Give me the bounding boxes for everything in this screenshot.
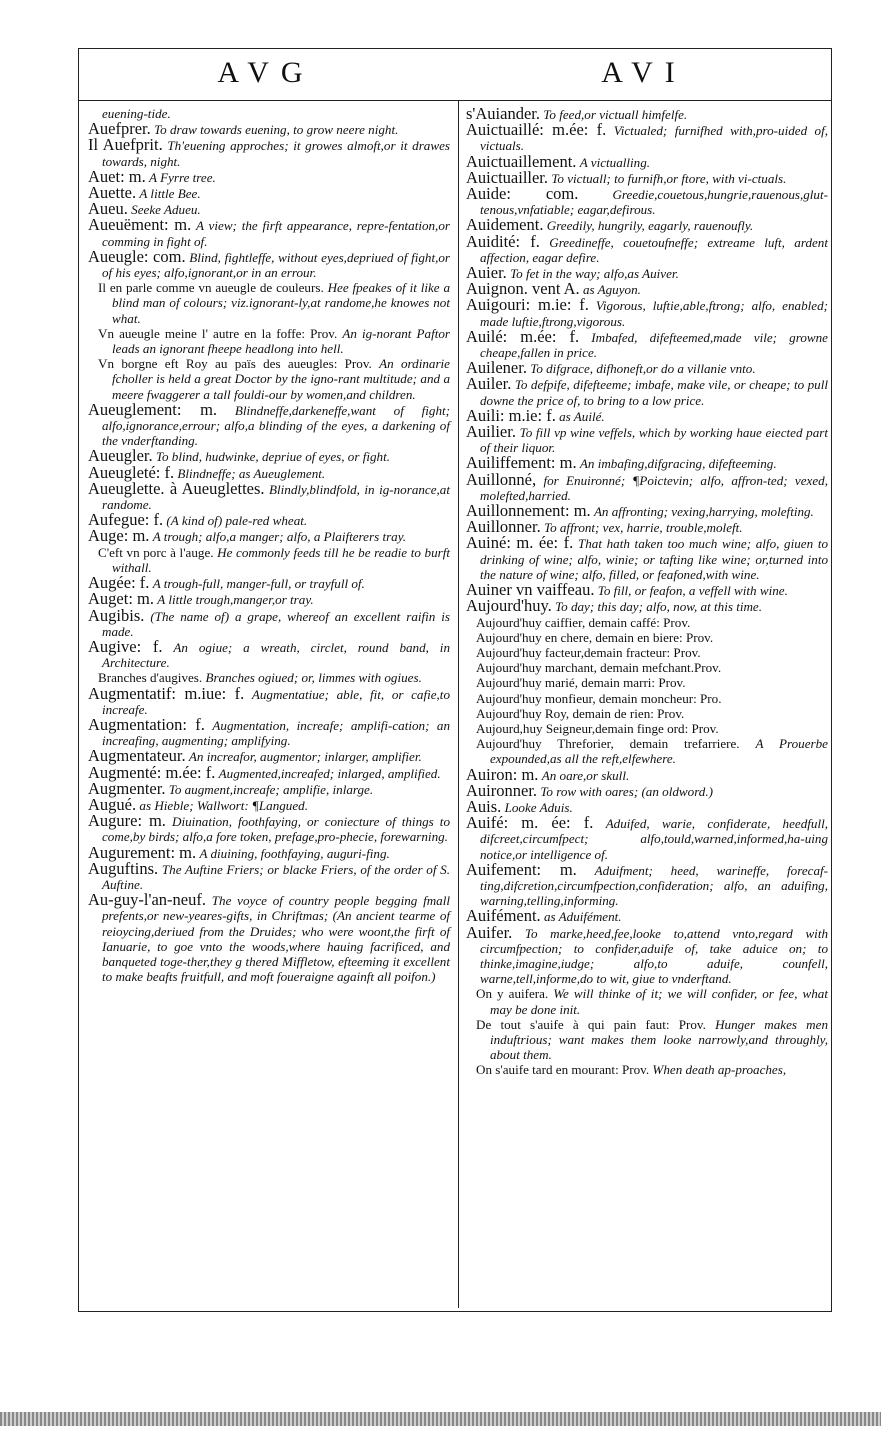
entry-gloss: Blind, fightleffe, without eyes,depriued of fight,or of his eyes; alfo,ignorant,or in an errour.	[102, 249, 450, 281]
entry-gloss: A diuining, foothfaying, auguri-fing.	[199, 845, 390, 861]
entry-gloss: A Fyrre tree.	[149, 169, 216, 185]
entry-gloss: An ig-norant Paftor leads an ignorant fheepe headlong into hell.	[112, 325, 450, 357]
entry-headword: Auidité: f.	[466, 231, 540, 251]
entry-headword: Auiler.	[466, 374, 512, 394]
entry-headword: On s'auife tard en mourant: Prov.	[476, 1062, 650, 1078]
entry-gloss: To affront; vex, harrie, trouble,moleft.	[543, 520, 743, 536]
entry-headword: Auifement: m.	[466, 859, 577, 879]
entry-headword: Auili: m.ie: f.	[466, 405, 556, 425]
entry-gloss: We will thinke of it; we will confider, or fee, what may be done init.	[490, 986, 828, 1017]
dictionary-entry	[466, 535, 828, 582]
entry-gloss: Augmented,increafed; inlarged, amplified.	[218, 765, 441, 781]
entry-headword: Aujourd'huy monfieur, demain moncheur: Pro.	[476, 690, 722, 706]
entry-headword: Auiner vn vaiffeau.	[466, 580, 595, 600]
entry-headword: Aujourd'huy Threforier, demain trefarriere.	[476, 736, 740, 752]
entry-headword: Augive: f.	[88, 636, 163, 656]
dictionary-entry	[466, 122, 828, 153]
dictionary-entry	[88, 478, 450, 513]
entry-headword: On y auifera.	[476, 986, 549, 1002]
entry-headword: Aujourd'huy Roy, demain de rien: Prov.	[476, 705, 685, 721]
entry-headword: Auiliffement: m.	[466, 453, 577, 473]
dictionary-entry	[466, 922, 829, 987]
entry-headword: Aueugler.	[88, 446, 153, 466]
dictionary-entry	[466, 986, 828, 1016]
dictionary-entry	[466, 691, 828, 706]
entry-headword: Vn borgne eft Roy au païs des aueugles: Prov.	[98, 356, 372, 372]
entry-headword: Auidement.	[466, 215, 544, 235]
dictionary-entry	[88, 528, 450, 544]
entry-headword: Auifé: m. ée: f.	[466, 813, 594, 833]
dictionary-entry	[466, 675, 828, 690]
entry-gloss: A little Bee.	[139, 186, 201, 202]
left-column	[88, 106, 450, 984]
dictionary-entry	[466, 598, 828, 614]
entry-headword: Auironner.	[466, 780, 538, 800]
entry-headword: Auette.	[88, 183, 137, 203]
entry-headword: Auet: m.	[88, 166, 146, 186]
entry-gloss: Aduifed, warie, confiderate, heedfull, difcreet,circumfpect; alfo,tould,warned,informed,ha-uing notice,or intelligence of.	[480, 816, 829, 862]
dictionary-entry	[466, 405, 828, 425]
entry-gloss: To row with oares; (an oldword.)	[540, 783, 713, 799]
entry-gloss: An ogiue; a wreath, circlet, round band, in Architecture.	[102, 639, 450, 671]
entry-gloss: That hath taken too much wine; alfo, giuen to drinking of wine; alfo, winie; or tafting like wine; or,turned into the nature of wine; alfo, filled, or feafoned,with wine.	[480, 536, 828, 582]
dictionary-entry	[88, 636, 450, 671]
dictionary-entry	[466, 326, 828, 361]
dictionary-entry	[466, 645, 828, 660]
entry-headword: Auide: com.	[466, 184, 579, 204]
dictionary-entry	[466, 908, 828, 924]
entry-headword: Auis.	[466, 796, 502, 816]
dictionary-entry	[88, 137, 450, 168]
entry-headword: Auilé: m.ée: f.	[466, 326, 580, 346]
entry-gloss: Branches ogiued; or, limmes with ogiues.	[205, 670, 422, 686]
entry-gloss: Looke Aduis.	[504, 799, 573, 815]
entry-gloss: Th'euening approches; it growes almoft,or it drawes towards, night.	[102, 138, 450, 169]
entry-gloss: When death ap-proaches,	[652, 1062, 787, 1078]
entry-gloss: To victuall; to furnifh,or ftore, with vi-ctuals.	[551, 170, 787, 186]
entry-gloss: The Auftine Friers; or blacke Friers, of the order of S. Auftine.	[102, 861, 450, 892]
entry-headword: Auifément.	[466, 906, 541, 926]
entry-gloss: Victualed; furnifhed with,pro-uided of, victuals.	[480, 123, 828, 154]
entry-headword: Auge: m.	[88, 526, 150, 546]
dictionary-entry	[466, 469, 828, 503]
dictionary-entry	[88, 778, 450, 798]
scan-edge-strip	[0, 1412, 881, 1426]
entry-gloss: Imbafed, difefteemed,made vile; growne cheape,fallen in price.	[480, 329, 828, 361]
dictionary-entry	[466, 1062, 828, 1077]
entry-gloss: To day; this day; alfo, now, at this time.	[555, 599, 763, 615]
entry-gloss: A view; the firft appearance, repre-fentation,or comming in fight of.	[102, 218, 450, 249]
dictionary-entry	[88, 217, 450, 248]
entry-gloss: To blind, hudwinke, depriue of eyes, or fight.	[155, 449, 390, 465]
dictionary-entry	[88, 683, 450, 717]
entry-headword: Auifer.	[466, 922, 513, 942]
entry-headword: Auier.	[466, 263, 507, 283]
dictionary-entry	[466, 424, 828, 455]
dictionary-entry	[88, 185, 450, 201]
entry-headword: Aujourd'huy facteur,demain fracteur: Prov.	[476, 644, 701, 660]
dictionary-entry	[88, 714, 450, 749]
entry-headword: Auictuaillement.	[466, 151, 577, 171]
entry-gloss: Blindly,blindfold, in ig-norance,at randome.	[102, 481, 450, 513]
entry-headword: Aujourd,huy Seigneur,demain finge ord: Prov.	[476, 720, 719, 736]
column-rule	[458, 100, 459, 1308]
entry-headword: Aujourd'huy marié, demain marri: Prov.	[476, 675, 686, 691]
entry-gloss: Augmentation, increafe; amplifi-cation; an increafing, augmenting; amplifying.	[102, 717, 450, 749]
entry-gloss: as Hieble; Wallwort: ¶Langued.	[139, 797, 308, 813]
entry-gloss: A victualling.	[579, 154, 651, 170]
entry-headword: Augmentateur.	[88, 746, 186, 766]
entry-gloss: An ordinarie fcholler is held a great Doctor by the igno-rant multitude; and a meere fwaggerer a tall fouldi-our by women,and children.	[112, 356, 450, 402]
running-head-right: AVI	[601, 56, 687, 89]
entry-headword: Auigouri: m.ie: f.	[466, 295, 589, 315]
entry-headword: Augibis.	[88, 605, 145, 625]
dictionary-entry	[466, 780, 828, 800]
entry-headword: Auilier.	[466, 422, 516, 442]
entry-gloss: To marke,heed,fee,looke to,attend vnto,regard with circumfpection; to confider,aduife of, take aduice on; to thinke,imagine,iudge; alfo,to aduife, counfell, warne,tell,informe,do to wit, giue to vnderftand.	[480, 925, 829, 987]
entry-headword: Augué.	[88, 794, 137, 814]
dictionary-entry	[466, 186, 828, 217]
dictionary-entry	[88, 356, 450, 402]
dictionary-entry	[466, 736, 828, 766]
dictionary-entry	[88, 246, 450, 281]
entry-headword: Aujourd'huy marchant, demain mefchant.Prov.	[476, 660, 722, 676]
entry-headword: Aujourd'huy caiffier, demain caffé: Prov.	[476, 614, 691, 630]
dictionary-entry	[466, 706, 828, 721]
entry-headword: Aufegue: f.	[88, 510, 164, 530]
entry-gloss: Seeke Adueu.	[131, 202, 201, 218]
entry-headword: Aujourd'huy en chere, demain en biere: Prov.	[476, 629, 714, 645]
dictionary-entry	[466, 721, 828, 736]
dictionary-entry	[88, 545, 450, 575]
entry-gloss: To draw towards euening, to grow neere night.	[154, 122, 399, 138]
entry-headword: Aueugleté: f.	[88, 462, 175, 482]
dictionary-entry	[466, 815, 828, 862]
entry-gloss: A little trough,manger,or tray.	[157, 592, 314, 608]
entry-headword: C'eft vn porc à l'auge.	[98, 544, 214, 560]
entry-headword: Auiné: m. ée: f.	[466, 533, 574, 553]
entry-gloss: Aduifment; heed, warineffe, forecaf-ting,difcretion,circumfpection,confideration; alfo, an aduifing, warning,telling,informing.	[480, 862, 829, 909]
entry-gloss: To augment,increafe; amplifie, inlarge.	[168, 781, 374, 797]
running-heads	[80, 56, 830, 100]
entry-gloss: An oare,or skull.	[541, 767, 630, 783]
entry-gloss: Diuination, foothfaying, or coniecture of things to come,by birds; alfo,a fore token, prefage,pro-phecie, forewarning.	[102, 814, 450, 845]
dictionary-entry	[466, 859, 829, 909]
entry-headword: Auefprer.	[88, 119, 151, 139]
entry-gloss: (A kind of) pale-red wheat.	[166, 513, 308, 529]
entry-gloss: To defpife, difefteeme; imbafe, make vile, or cheape; to pull downe the price of, to bring to a low price.	[480, 377, 828, 408]
dictionary-entry	[88, 166, 450, 186]
dictionary-entry	[88, 326, 450, 356]
dictionary-entry	[88, 605, 450, 639]
entry-headword: Aueuglette. à Aueuglettes.	[88, 478, 265, 498]
entry-headword: Auget: m.	[88, 589, 154, 609]
entry-headword: Il Auefprit.	[88, 135, 163, 155]
entry-headword: Augure: m.	[88, 811, 166, 831]
entry-headword: Branches d'augives.	[98, 670, 203, 686]
entry-gloss: as Aduifément.	[543, 909, 622, 925]
entry-headword: Aujourd'huy.	[466, 596, 552, 616]
dictionary-entry	[466, 376, 828, 407]
dictionary-entry	[466, 231, 828, 265]
entry-gloss: A trough-full, manger-full, or trayfull of.	[152, 576, 365, 592]
entry-headword: Au-guy-l'an-neuf.	[88, 890, 206, 910]
entry-gloss: euening-tide.	[102, 106, 171, 121]
dictionary-entry	[466, 1017, 828, 1063]
entry-gloss: To fet in the way; alfo,as Auiver.	[510, 266, 679, 282]
dictionary-entry	[88, 892, 450, 984]
entry-headword: Augurement: m.	[88, 842, 197, 862]
dictionary-entry	[88, 399, 450, 449]
entry-headword: Aueuëment: m.	[88, 215, 192, 235]
entry-headword: Auilener.	[466, 358, 527, 378]
entry-gloss: A Prouerbe expounded,as all the reft,elfewhere.	[490, 736, 828, 767]
dictionary-entry	[88, 813, 450, 844]
entry-headword: De tout s'auife à qui pain faut: Prov.	[476, 1016, 706, 1032]
entry-headword: Auillonnement: m.	[466, 501, 591, 521]
entry-headword: Aueugle: com.	[88, 246, 186, 266]
entry-headword: Vn aueugle meine l' autre en la foffe: Prov.	[98, 325, 338, 341]
dictionary-entry	[466, 360, 828, 376]
entry-headword: Il en parle comme vn aueugle de couleurs.	[98, 280, 324, 296]
entry-headword: Augmenté: m.ée: f.	[88, 762, 216, 782]
header-rule	[78, 100, 832, 101]
entry-gloss: To fill vp wine veffels, which by working haue eiected part of their liquor.	[480, 425, 828, 456]
entry-headword: Auillonner.	[466, 517, 541, 537]
entry-gloss: A trough; alfo,a manger; alfo, a Plaifterers tray.	[152, 529, 407, 545]
entry-headword: Augmentation: f.	[88, 714, 205, 734]
entry-gloss: Greedineffe, couetoufneffe; extreame luft, ardent affection, eagar defire.	[480, 234, 828, 265]
entry-headword: Auictuaillé: m.ée: f.	[466, 120, 607, 140]
entry-headword: Aueu.	[88, 199, 128, 219]
dictionary-entry	[466, 297, 828, 328]
entry-gloss: He commonly feeds till he be readie to burft withall.	[112, 544, 450, 575]
entry-gloss: Greedie,couetous,hungrie,rauenous,glut-tenous,vnfatiable; eagar,defirous.	[480, 187, 828, 218]
entry-gloss: as Auilé.	[559, 408, 605, 424]
entry-gloss: Blindneffe; as Aueuglement.	[177, 465, 326, 481]
entry-gloss: Hee fpeakes of it like a blind man of colours; viz.ignorant-ly,at randome,he knowes not what.	[112, 280, 450, 326]
entry-headword: Auignon. vent A.	[466, 279, 580, 299]
right-column	[466, 106, 828, 1078]
entry-headword: Auictuailler.	[466, 167, 549, 187]
dictionary-entry	[88, 280, 450, 326]
entry-headword: Auguftins.	[88, 858, 159, 878]
entry-gloss: An imbafing,difgracing, difefteeming.	[579, 456, 777, 472]
entry-gloss: The voyce of country people begging fmall prefents,or new-yeares-gifts, in Chriftmas; (An ancient tearme of reioycing,deriued from the Druides; who were woont,the firft of Ianuarie, to goe vnto the woods,where hauing facrificed, and banqueted toge-ther,they g thered Miffletow, efteeming it excellent to make beafts fruitfull, and moft foueraigne againft all poifon.)	[102, 893, 450, 985]
entry-gloss: Vigorous, luftie,able,ftrong; alfo, enabled; made luftie,ftrong,vigorous.	[480, 298, 828, 329]
entry-gloss: Greedily, hungrily, eagarly, rauenoufly.	[546, 218, 754, 234]
entry-headword: Augmenter.	[88, 778, 166, 798]
entry-gloss: as Aguyon.	[582, 282, 641, 298]
entry-gloss: (The name of) a grape, whereof an excellent raifin is made.	[102, 608, 450, 639]
entry-gloss: Hunger makes men induftrious; want makes them looke narrowly,and throughly, about them.	[490, 1016, 828, 1063]
entry-headword: s'Auiander.	[466, 104, 541, 123]
entry-gloss: Augmentatiue; able, fit, or cafie,to increafe.	[102, 686, 450, 717]
dictionary-entry	[466, 630, 828, 645]
entry-headword: Auiron: m.	[466, 764, 539, 784]
entry-gloss: An increafor, augmentor; inlarger, amplifier.	[188, 749, 422, 765]
dictionary-entry	[466, 615, 828, 630]
entry-gloss: An affronting; vexing,harrying, molefting.	[593, 504, 814, 520]
entry-gloss: To feed,or victuall himfelfe.	[543, 107, 688, 122]
dictionary-entry	[88, 858, 450, 892]
entry-gloss: To fill, or feafon, a veffell with wine.	[597, 583, 788, 599]
entry-gloss: Blindneffe,darkeneffe,want of fight; alfo,ignorance,errour; alfo,a blinding of the eyes, a darkening of the vnderftanding.	[102, 402, 450, 449]
entry-headword: Augée: f.	[88, 573, 150, 593]
dictionary-entry	[466, 660, 828, 675]
running-head-left: AVG	[217, 56, 315, 89]
entry-headword: Aueuglement: m.	[88, 399, 218, 419]
entry-gloss: for Enuironné; ¶Poictevin; alfo, affron-ted; vexed, molefted,harried.	[480, 472, 828, 503]
entry-gloss: To difgrace, difhoneft,or do a villanie vnto.	[530, 361, 756, 377]
entry-headword: Auillonné,	[466, 469, 537, 489]
entry-headword: Augmentatif: m.iue: f.	[88, 683, 245, 703]
